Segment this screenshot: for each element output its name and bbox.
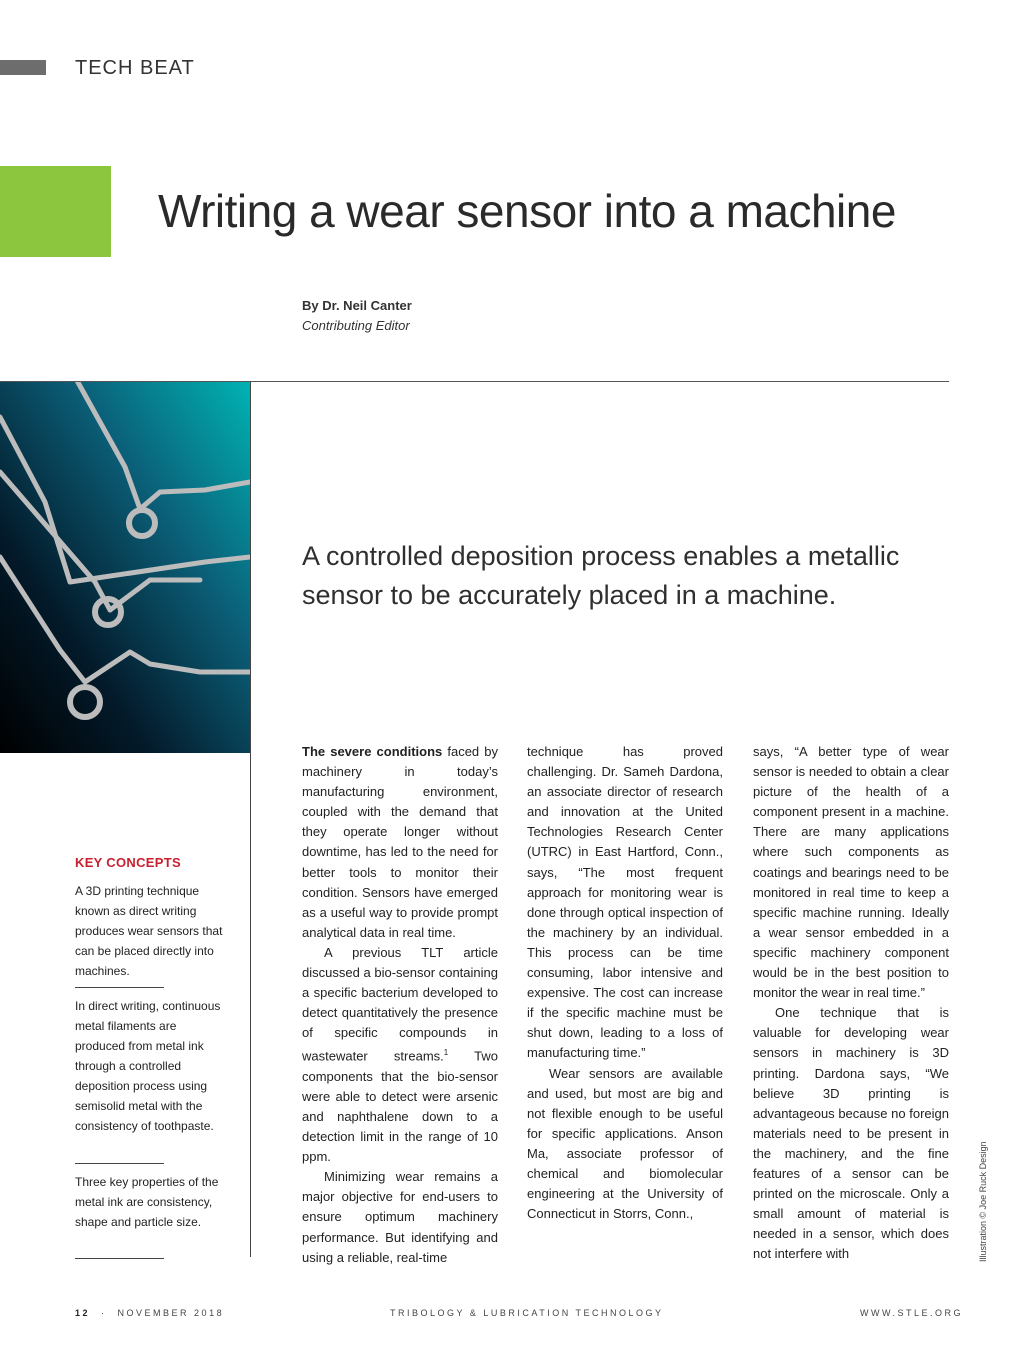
key-concepts-heading: KEY CONCEPTS (75, 855, 181, 870)
section-label: TECH BEAT (75, 57, 195, 79)
key-concept-item: In direct writing, continuous metal filaments are produced from metal ink through a controlled deposition process using semisolid metal with the consistency of toothpaste. (75, 999, 221, 1133)
body-text: A previous TLT article discussed a bio-sensor containing a specific bacterium developed to detect quantitatively the presence of specific compounds in wastewater streams. (302, 944, 498, 1064)
footer-separator: · (101, 1308, 107, 1318)
key-concept-item: A 3D printing technique known as direct writing produces wear sensors that can be placed directly into machines. (75, 884, 223, 978)
author-role: Contributing Editor (302, 318, 410, 333)
website-link[interactable]: WWW.STLE.ORG (860, 1308, 963, 1318)
key-concept-item: Three key properties of the metal ink are consistency, shape and particle size. (75, 1175, 219, 1229)
key-concept-divider (75, 1258, 164, 1259)
body-paragraph: says, “A better type of wear sensor is needed to obtain a clear picture of the health of a component present in a machine. There are many applications where such components as coatings and bearings need to be monitored in real time to keep a specific machine running. Ideally a wear sensor embedded in a specific machinery component would be in the best position to monitor the wear in real time.” (753, 744, 949, 1001)
section-marker-bar (0, 60, 46, 75)
footer-page-info (75, 1308, 224, 1318)
body-column-1 (302, 742, 498, 1268)
illustration-credit: Illustration © Joe Ruck Design (978, 1141, 988, 1262)
body-paragraph (302, 742, 498, 943)
circuit-illustration (0, 382, 250, 753)
body-paragraph: technique has proved challenging. Dr. Sameh Dardona, an associate director of research and innovation at the United Technologies Research Center (UTRC) in East Hartford, Conn., says, “The most frequent approach for monitoring wear is done through optical inspection of the machinery by an individual. This process can be time consuming, labor intensive and expensive. The cost can increase if the specific machine must be shut down, leading to a loss of manufacturing time.” (527, 744, 723, 1061)
body-text: faced by machinery in today’s manufacturing environment, coupled with the demand that they operate longer without downtime, has led to the need for better tools to monitor their condition. Sensors have emerged as a useful way to provide prompt analytical data in real time. (302, 744, 498, 940)
body-column-2 (527, 742, 723, 1224)
accent-block (0, 166, 111, 257)
key-concept-divider (75, 1163, 164, 1164)
body-paragraph (302, 943, 498, 1167)
author-byline: By Dr. Neil Canter (302, 298, 412, 313)
page-number: 12 (75, 1308, 91, 1318)
article-deck: A controlled deposition process enables a metallic sensor to be accurately placed in a machine. (302, 541, 900, 610)
issue-date: NOVEMBER 2018 (117, 1308, 225, 1318)
body-paragraph: Wear sensors are available and used, but most are big and not flexible enough to be useful for specific applications. Anson Ma, associate professor of chemical and biomolecular engineering at the University of Connecticut in Storrs, Conn., (527, 1065, 723, 1222)
body-paragraph: Minimizing wear remains a major objective for end-users to ensure optimum machinery performance. But identifying and using a reliable, real-time (302, 1169, 498, 1265)
footnote-marker: 1 (443, 1048, 449, 1058)
lead-in: The severe conditions (302, 744, 443, 759)
key-concept-divider (75, 987, 164, 988)
publication-name: TRIBOLOGY & LUBRICATION TECHNOLOGY (390, 1308, 664, 1318)
body-column-3 (753, 742, 949, 1264)
illustration-background (0, 382, 250, 753)
article-title: Writing a wear sensor into a machine (158, 185, 896, 237)
sidebar-divider (250, 381, 251, 1257)
body-paragraph: One technique that is valuable for developing wear sensors in machinery is 3D printing. Dardona says, “We believe 3D printing is advantageous because no foreign materials need to be present in the machinery, and the fine features of a sensor can be printed on the microscale. Only a small amount of material is needed in a sensor, which does not interfere with (753, 1005, 949, 1262)
body-text: Two components that the bio-sensor were able to detect were arsenic and naphthalene down to a detection limit in the range of 10 ppm. (302, 1048, 498, 1165)
